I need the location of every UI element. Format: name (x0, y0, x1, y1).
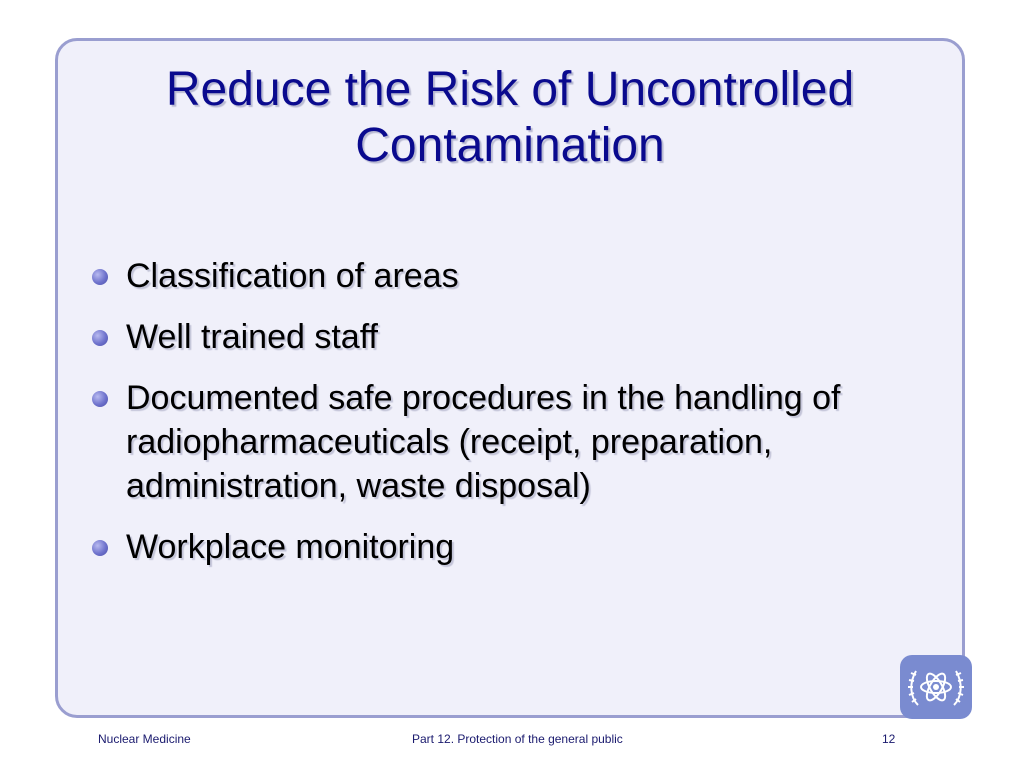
footer-course-name: Nuclear Medicine (98, 732, 191, 746)
iaea-logo (900, 655, 972, 719)
footer-part-title: Part 12. Protection of the general public (412, 732, 623, 746)
bullet-dot-icon (92, 540, 108, 556)
bullet-dot-icon (92, 330, 108, 346)
bullet-text: Well trained staff (126, 318, 378, 356)
bullet-dot-icon (92, 269, 108, 285)
bullet-item (92, 315, 932, 359)
footer-page-number: 12 (882, 732, 896, 746)
bullet-text: Documented safe procedures in the handling of radiopharmaceuticals (receipt, preparation, administration, waste disposal) (126, 379, 841, 505)
bullet-text: Classification of areas (126, 257, 459, 295)
bullet-item (92, 525, 932, 569)
iaea-atom-laurel-icon (904, 659, 968, 715)
bullet-text: Workplace monitoring (126, 528, 455, 566)
bullet-item (92, 376, 932, 508)
bullet-dot-icon (92, 391, 108, 407)
slide-title: Reduce the Risk of Uncontrolled Contamination (165, 63, 855, 172)
bullet-item (92, 254, 932, 298)
bullet-list (92, 254, 932, 586)
